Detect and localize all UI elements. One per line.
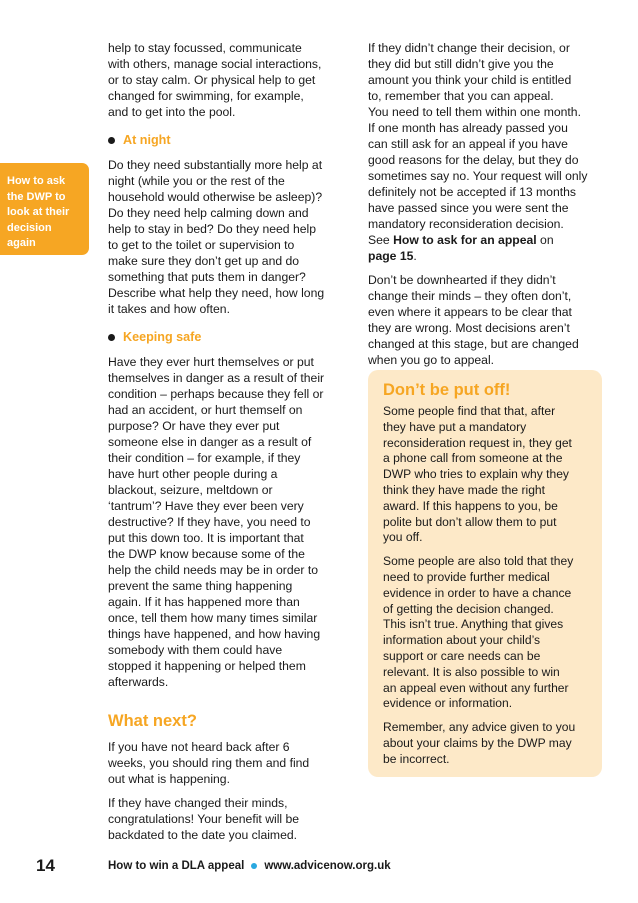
see-reference: See How to ask for an appeal on	[368, 233, 554, 247]
bullet-icon	[108, 137, 115, 144]
left-column	[108, 40, 348, 843]
callout-title: Don’t be put off!	[383, 381, 511, 399]
callout-paragraph: Some people find that that, after they have put a mandatory reconsideration request in, they get a phone call from someone at the DWP who tries to explain why they think they have made the right award. If this happens to you, be polite but don’t allow them to put you off.	[383, 404, 572, 545]
guide-title: How to win a DLA appeal	[108, 860, 245, 872]
bullet-icon	[108, 334, 115, 341]
appeal-paragraph: If they didn’t change their decision, or they did but still didn’t give you the amount you think your child is entitled to, remember that you can appeal. You need to tell them within one month. If one month has already passed you can still ask for an appeal if you have good reasons for the delay, but they do sometimes say no. Your request will only definitely not be accepted if 13 months have passed since you were sent the mandatory reconsideration decision. See How to ask for an appeal on page 15.	[368, 40, 604, 264]
side-tab-line: the DWP to	[7, 190, 66, 203]
section-side-tab	[0, 163, 89, 255]
callout-paragraph: Some people are also told that they need to provide further medical evidence in order to have a chance of getting the decision changed. This isn’t true. Anything that gives information about your child’s support or care needs can be relevant. It is also possible to win an appeal even without any further evidence or information.	[383, 554, 574, 711]
at-night-paragraph: Do they need substantially more help at night (while you or the rest of the household would otherwise be asleep)? Do they need help calming down and help to stay in bed? Do they need help to get to the toilet or supervision to make sure they don’t get up and do something that puts them in danger? Describe what help they need, how long it takes and how often.	[108, 158, 325, 316]
side-tab-line: look at their	[7, 206, 70, 218]
congratulations-paragraph: If they have changed their minds, congratulations! Your benefit will be backdated to the date you claimed.	[108, 796, 300, 842]
side-tab-line: again	[7, 237, 36, 249]
see-reference-page: page 15.	[368, 249, 417, 263]
intro-paragraph: help to stay focussed, communicate with others, manage social interactions, or to stay calm. Or physical help to get changed for swimming, for example, and to get into the pool.	[108, 41, 322, 119]
what-next-paragraph: If you have not heard back after 6 weeks, you should ring them and find out what is happening.	[108, 740, 310, 786]
right-column	[368, 40, 604, 368]
callout-paragraph: Remember, any advice given to you about your claims by the DWP may be incorrect.	[383, 720, 576, 766]
downhearted-paragraph: Don’t be downhearted if they didn’t change their minds – they often don’t, even where it appears to be clear that they are wrong. Most decisions aren’t changed at this stage, but are changed when you go to appeal.	[368, 273, 579, 367]
appeal-link[interactable]: How to ask for an appeal	[393, 233, 537, 247]
keeping-safe-paragraph: Have they ever hurt themselves or put themselves in danger as a result of their condition – perhaps because they fell or had an accident, or hurt themself on purpose? Or have they ever put someone else in danger as a result of their condition – for example, if they have hurt other people during a blackout, seizure, meltdown or ‘tantrum’? Have they ever been very destructive? If they have, you need to put this down too. It is important that the DWP know because some of the help the child needs may be in order to prevent the same thing happening again. If it has happened more than once, tell them how many times similar things have happened, and how having somebody with them could have stopped it happening or helped them afterwards.	[108, 355, 325, 689]
page-number: 14	[36, 856, 55, 875]
at-night-heading: At night	[108, 132, 348, 148]
dont-be-put-off-callout	[368, 370, 602, 777]
side-tab-line: How to ask	[7, 175, 66, 187]
what-next-heading: What next?	[108, 712, 197, 730]
separator-dot-icon	[251, 863, 257, 869]
footer	[108, 860, 391, 872]
website-link[interactable]: www.advicenow.org.uk	[264, 860, 391, 872]
side-tab-line: decision	[7, 221, 52, 234]
page-reference-link[interactable]: page 15	[368, 249, 414, 263]
keeping-safe-heading: Keeping safe	[108, 329, 348, 345]
